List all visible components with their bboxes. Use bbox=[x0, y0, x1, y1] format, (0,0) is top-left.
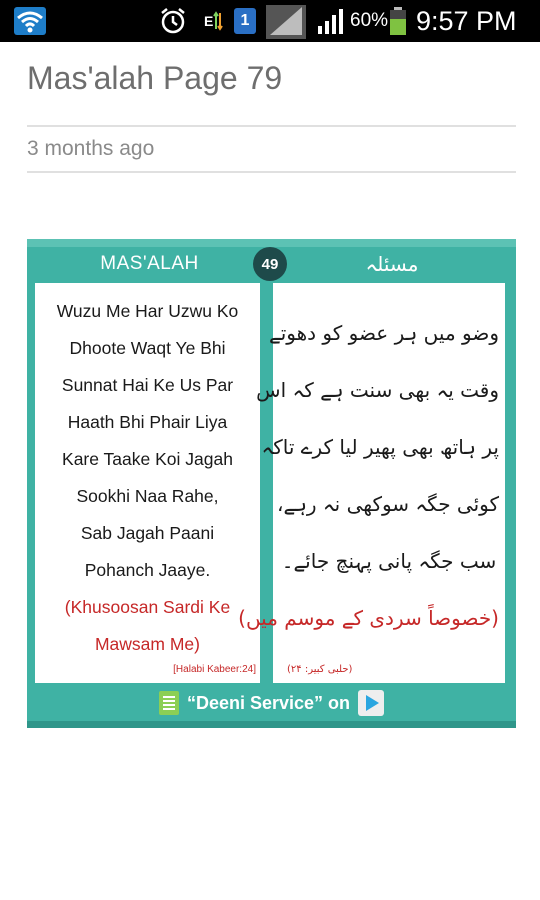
urdu-text bbox=[238, 305, 499, 647]
wifi-icon bbox=[14, 7, 46, 35]
data-indicator: E bbox=[204, 13, 214, 29]
masalah-number-badge: 49 bbox=[253, 247, 287, 281]
english-line: Haath Bhi Phair Liya bbox=[67, 412, 228, 432]
play-store-icon bbox=[358, 690, 384, 716]
data-transfer-icon bbox=[204, 0, 223, 42]
page-title: Mas'alah Page 79 bbox=[27, 60, 283, 96]
urdu-note-line: (خصوصاً سردی کے موسم میں) bbox=[238, 606, 499, 630]
battery-icon bbox=[389, 0, 407, 42]
divider bbox=[27, 171, 516, 173]
footer-text: “Deeni Service” on bbox=[186, 692, 351, 713]
urdu-line: سب جگہ پانی پہنچ جائے۔ bbox=[281, 549, 497, 573]
sim-number: 1 bbox=[240, 12, 250, 29]
urdu-line: وضو میں ہر عضو کو دھوتے bbox=[268, 321, 499, 345]
urdu-line: پر ہاتھ بھی پھیر لیا کرے تاکہ bbox=[261, 435, 499, 459]
status-bar bbox=[0, 0, 540, 42]
divider bbox=[27, 125, 516, 127]
card-bottom-strip bbox=[27, 721, 516, 728]
battery-percent: 60% bbox=[350, 10, 389, 31]
english-line: Sab Jagah Paani bbox=[80, 523, 215, 543]
alarm-icon bbox=[158, 0, 188, 42]
deeni-service-app-icon bbox=[159, 691, 179, 715]
signal-icon bbox=[266, 0, 306, 42]
english-line: Dhoote Waqt Ye Bhi bbox=[69, 338, 226, 358]
english-panel bbox=[35, 283, 260, 683]
urdu-line: وقت یہ بھی سنت ہے کہ اس bbox=[256, 378, 499, 402]
sim-icon bbox=[234, 8, 256, 34]
masalah-card[interactable] bbox=[27, 239, 516, 728]
english-reference: [Halabi Kabeer:24] bbox=[173, 664, 256, 675]
english-note-line: Mawsam Me) bbox=[94, 634, 200, 654]
english-line: Wuzu Me Har Uzwu Ko bbox=[56, 301, 239, 321]
post-date: 3 months ago bbox=[27, 137, 155, 160]
signal-icon bbox=[316, 0, 346, 42]
card-header-urdu: مسئلہ bbox=[365, 252, 419, 276]
english-line: Pohanch Jaaye. bbox=[84, 560, 211, 580]
english-line: Kare Taake Koi Jagah bbox=[62, 449, 233, 469]
urdu-reference: (حلبی کبیر: ۲۴) bbox=[287, 664, 353, 675]
card-top-strip bbox=[27, 239, 516, 247]
urdu-line: کوئی جگہ سوکھی نہ رہے، bbox=[277, 492, 499, 516]
urdu-panel bbox=[238, 283, 505, 683]
english-text bbox=[35, 293, 260, 663]
card-header-english: MAS'ALAH bbox=[100, 253, 199, 274]
english-note-line: (Khusoosan Sardi Ke bbox=[64, 597, 231, 617]
card-footer bbox=[27, 685, 516, 721]
clock: 9:57 PM bbox=[416, 5, 517, 36]
english-line: Sunnat Hai Ke Us Par bbox=[61, 375, 234, 395]
english-line: Sookhi Naa Rahe, bbox=[76, 486, 219, 506]
